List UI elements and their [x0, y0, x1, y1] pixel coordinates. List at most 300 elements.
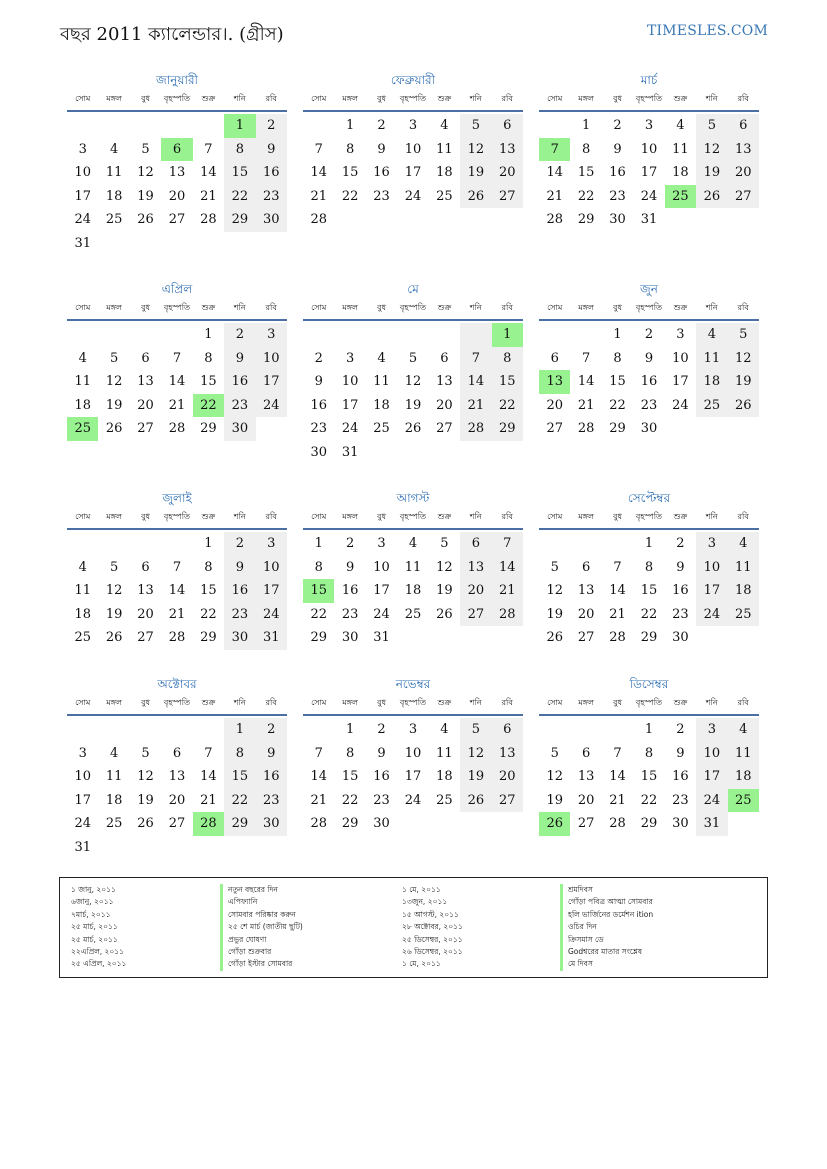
- day-cell[interactable]: 27: [168, 212, 186, 227]
- day-cell[interactable]: 13: [539, 370, 570, 394]
- day-cell[interactable]: 7: [613, 559, 622, 575]
- day-cell[interactable]: 30: [672, 816, 689, 831]
- day-cell[interactable]: 8: [204, 559, 213, 575]
- day-cell[interactable]: 5: [141, 141, 150, 157]
- day-cell[interactable]: 9: [644, 350, 654, 366]
- day-cell[interactable]: 24: [341, 421, 359, 436]
- day-cell[interactable]: 2: [676, 722, 685, 737]
- day-cell[interactable]: 20: [492, 161, 523, 185]
- day-cell[interactable]: 16: [256, 765, 287, 789]
- day-cell[interactable]: 28: [168, 630, 186, 645]
- day-cell[interactable]: 25: [436, 792, 453, 808]
- day-cell[interactable]: 1: [224, 114, 255, 138]
- day-cell[interactable]: 31: [373, 630, 390, 645]
- day-cell[interactable]: 7: [204, 745, 213, 761]
- day-cell[interactable]: 1: [613, 327, 622, 342]
- day-cell[interactable]: 30: [672, 630, 689, 645]
- day-cell[interactable]: 24: [404, 188, 422, 204]
- day-cell[interactable]: 26: [105, 630, 123, 645]
- day-cell[interactable]: 15: [341, 165, 359, 180]
- day-cell[interactable]: 20: [137, 606, 154, 622]
- day-cell[interactable]: 28: [193, 812, 224, 836]
- day-cell[interactable]: 22: [310, 606, 327, 622]
- day-cell[interactable]: 16: [341, 583, 359, 598]
- day-cell[interactable]: 29: [609, 421, 626, 436]
- day-cell[interactable]: 18: [74, 397, 91, 413]
- day-cell[interactable]: 25: [404, 606, 422, 622]
- day-cell[interactable]: 20: [436, 397, 453, 413]
- day-cell[interactable]: 18: [105, 188, 123, 204]
- day-cell[interactable]: 16: [373, 769, 390, 784]
- day-cell[interactable]: 5: [141, 745, 150, 761]
- day-cell[interactable]: 19: [436, 583, 453, 598]
- day-cell[interactable]: 11: [74, 583, 91, 598]
- day-cell[interactable]: 16: [672, 583, 689, 598]
- day-cell[interactable]: 12: [404, 374, 422, 389]
- day-cell[interactable]: 15: [303, 579, 334, 603]
- day-cell[interactable]: 13: [492, 742, 523, 766]
- day-cell[interactable]: 3: [676, 327, 685, 342]
- day-cell[interactable]: 18: [436, 769, 453, 784]
- day-cell[interactable]: 30: [640, 421, 658, 436]
- day-cell[interactable]: 21: [200, 792, 217, 808]
- day-cell[interactable]: 30: [224, 626, 255, 650]
- day-cell[interactable]: 8: [644, 745, 654, 761]
- day-cell[interactable]: 30: [609, 212, 626, 227]
- day-cell[interactable]: 10: [74, 769, 91, 784]
- day-cell[interactable]: 10: [696, 556, 727, 580]
- day-cell[interactable]: 24: [256, 394, 287, 418]
- day-cell[interactable]: 27: [137, 421, 154, 436]
- day-cell[interactable]: 10: [341, 374, 359, 389]
- day-cell[interactable]: 20: [168, 792, 186, 808]
- day-cell[interactable]: 24: [672, 397, 689, 413]
- day-cell[interactable]: 12: [696, 138, 727, 162]
- day-cell[interactable]: 16: [310, 397, 327, 413]
- day-cell[interactable]: 13: [492, 138, 523, 162]
- day-cell[interactable]: 3: [256, 532, 287, 556]
- day-cell[interactable]: 2: [314, 350, 323, 366]
- day-cell[interactable]: 23: [609, 188, 626, 204]
- day-cell[interactable]: 10: [256, 556, 287, 580]
- day-cell[interactable]: 27: [546, 421, 563, 436]
- day-cell[interactable]: 15: [640, 583, 658, 598]
- day-cell[interactable]: 18: [105, 792, 123, 808]
- day-cell[interactable]: 30: [256, 812, 287, 836]
- day-cell[interactable]: 22: [341, 188, 359, 204]
- day-cell[interactable]: 14: [200, 165, 217, 180]
- day-cell[interactable]: 24: [696, 789, 727, 813]
- day-cell[interactable]: 26: [404, 421, 422, 436]
- day-cell[interactable]: 3: [78, 141, 87, 157]
- day-cell[interactable]: 9: [377, 745, 386, 761]
- day-cell[interactable]: 14: [546, 165, 563, 180]
- day-cell[interactable]: 23: [256, 789, 287, 813]
- day-cell[interactable]: 18: [74, 606, 91, 622]
- day-cell[interactable]: 7: [204, 141, 213, 157]
- day-cell[interactable]: 12: [436, 559, 453, 575]
- day-cell[interactable]: 7: [581, 350, 591, 366]
- day-cell[interactable]: 17: [256, 370, 287, 394]
- day-cell[interactable]: 21: [168, 397, 186, 413]
- day-cell[interactable]: 14: [492, 556, 523, 580]
- day-cell[interactable]: 26: [460, 789, 491, 813]
- day-cell[interactable]: 3: [696, 718, 727, 742]
- day-cell[interactable]: 6: [728, 114, 759, 138]
- day-cell[interactable]: 1: [345, 722, 355, 737]
- day-cell[interactable]: 29: [310, 630, 327, 645]
- day-cell[interactable]: 25: [373, 421, 390, 436]
- day-cell[interactable]: 27: [436, 421, 453, 436]
- day-cell[interactable]: 11: [728, 556, 759, 580]
- day-cell[interactable]: 21: [310, 792, 327, 808]
- day-cell[interactable]: 24: [74, 816, 91, 831]
- day-cell[interactable]: 2: [644, 327, 654, 342]
- day-cell[interactable]: 23: [640, 397, 658, 413]
- day-cell[interactable]: 16: [672, 769, 689, 784]
- day-cell[interactable]: 1: [204, 536, 213, 551]
- day-cell[interactable]: 23: [310, 421, 327, 436]
- day-cell[interactable]: 7: [613, 745, 622, 761]
- day-cell[interactable]: 27: [168, 816, 186, 831]
- day-cell[interactable]: 22: [640, 606, 658, 622]
- day-cell[interactable]: 18: [728, 765, 759, 789]
- day-cell[interactable]: 12: [460, 138, 491, 162]
- day-cell[interactable]: 11: [373, 374, 390, 389]
- day-cell[interactable]: 10: [404, 745, 422, 761]
- day-cell[interactable]: 22: [492, 394, 523, 418]
- day-cell[interactable]: 9: [224, 347, 255, 371]
- day-cell[interactable]: 14: [310, 769, 327, 784]
- day-cell[interactable]: 14: [168, 374, 186, 389]
- day-cell[interactable]: 28: [609, 630, 626, 645]
- day-cell[interactable]: 30: [373, 816, 390, 831]
- day-cell[interactable]: 1: [581, 118, 591, 133]
- day-cell[interactable]: 20: [546, 397, 563, 413]
- day-cell[interactable]: 7: [172, 350, 182, 366]
- day-cell[interactable]: 3: [644, 118, 654, 133]
- day-cell[interactable]: 15: [200, 583, 217, 598]
- day-cell[interactable]: 21: [577, 397, 595, 413]
- day-cell[interactable]: 2: [613, 118, 622, 133]
- day-cell[interactable]: 31: [696, 812, 727, 836]
- day-cell[interactable]: 12: [546, 769, 563, 784]
- day-cell[interactable]: 19: [105, 606, 123, 622]
- day-cell[interactable]: 13: [137, 374, 154, 389]
- day-cell[interactable]: 20: [137, 397, 154, 413]
- day-cell[interactable]: 6: [550, 350, 559, 366]
- day-cell[interactable]: 8: [345, 141, 355, 157]
- day-cell[interactable]: 20: [577, 606, 595, 622]
- day-cell[interactable]: 11: [74, 374, 91, 389]
- day-cell[interactable]: 1: [644, 536, 654, 551]
- day-cell[interactable]: 27: [492, 789, 523, 813]
- day-cell[interactable]: 8: [224, 742, 255, 766]
- day-cell[interactable]: 24: [640, 188, 658, 204]
- day-cell[interactable]: 8: [613, 350, 622, 366]
- day-cell[interactable]: 4: [728, 718, 759, 742]
- day-cell[interactable]: 9: [345, 559, 355, 575]
- day-cell[interactable]: 24: [74, 212, 91, 227]
- day-cell[interactable]: 25: [105, 212, 123, 227]
- day-cell[interactable]: 21: [168, 606, 186, 622]
- day-cell[interactable]: 4: [78, 350, 87, 366]
- day-cell[interactable]: 22: [640, 792, 658, 808]
- day-cell[interactable]: 10: [696, 742, 727, 766]
- day-cell[interactable]: 28: [546, 212, 563, 227]
- day-cell[interactable]: 31: [341, 444, 359, 460]
- day-cell[interactable]: 3: [377, 536, 386, 551]
- day-cell[interactable]: 11: [404, 559, 422, 575]
- day-cell[interactable]: 31: [640, 212, 658, 227]
- day-cell[interactable]: 13: [168, 769, 186, 784]
- day-cell[interactable]: 3: [78, 745, 87, 761]
- day-cell[interactable]: 26: [546, 630, 563, 645]
- day-cell[interactable]: 26: [539, 812, 570, 836]
- day-cell[interactable]: 26: [137, 816, 154, 831]
- day-cell[interactable]: 11: [696, 347, 727, 371]
- day-cell[interactable]: 27: [577, 630, 595, 645]
- day-cell[interactable]: 18: [373, 397, 390, 413]
- day-cell[interactable]: 9: [314, 374, 323, 389]
- day-cell[interactable]: 19: [546, 792, 563, 808]
- day-cell[interactable]: 27: [728, 185, 759, 209]
- day-cell[interactable]: 26: [137, 212, 154, 227]
- day-cell[interactable]: 29: [224, 208, 255, 232]
- day-cell[interactable]: 21: [460, 394, 491, 418]
- day-cell[interactable]: 15: [577, 165, 595, 180]
- day-cell[interactable]: 2: [256, 718, 287, 742]
- day-cell[interactable]: 9: [377, 141, 386, 157]
- day-cell[interactable]: 5: [550, 559, 559, 575]
- day-cell[interactable]: 10: [404, 141, 422, 157]
- day-cell[interactable]: 14: [310, 165, 327, 180]
- day-cell[interactable]: 1: [644, 722, 654, 737]
- day-cell[interactable]: 2: [224, 323, 255, 347]
- day-cell[interactable]: 2: [377, 722, 386, 737]
- day-cell[interactable]: 21: [546, 188, 563, 204]
- day-cell[interactable]: 9: [613, 141, 622, 157]
- day-cell[interactable]: 23: [256, 185, 287, 209]
- day-cell[interactable]: 23: [224, 394, 255, 418]
- day-cell[interactable]: 6: [492, 718, 523, 742]
- day-cell[interactable]: 13: [460, 556, 491, 580]
- day-cell[interactable]: 16: [609, 165, 626, 180]
- day-cell[interactable]: 29: [200, 630, 217, 645]
- day-cell[interactable]: 20: [492, 765, 523, 789]
- day-cell[interactable]: 19: [137, 792, 154, 808]
- day-cell[interactable]: 16: [640, 374, 658, 389]
- day-cell[interactable]: 12: [105, 583, 123, 598]
- day-cell[interactable]: 29: [224, 812, 255, 836]
- day-cell[interactable]: 10: [74, 165, 91, 180]
- day-cell[interactable]: 13: [137, 583, 154, 598]
- day-cell[interactable]: 15: [224, 161, 255, 185]
- day-cell[interactable]: 22: [193, 394, 224, 418]
- day-cell[interactable]: 14: [460, 370, 491, 394]
- day-cell[interactable]: 22: [577, 188, 595, 204]
- day-cell[interactable]: 4: [696, 323, 727, 347]
- day-cell[interactable]: 2: [676, 536, 685, 551]
- day-cell[interactable]: 22: [341, 792, 359, 808]
- day-cell[interactable]: 11: [105, 769, 123, 784]
- day-cell[interactable]: 3: [408, 722, 418, 737]
- day-cell[interactable]: 8: [204, 350, 213, 366]
- day-cell[interactable]: 15: [341, 769, 359, 784]
- day-cell[interactable]: 19: [546, 606, 563, 622]
- day-cell[interactable]: 17: [696, 765, 727, 789]
- day-cell[interactable]: 12: [728, 347, 759, 371]
- day-cell[interactable]: 4: [109, 141, 119, 157]
- day-cell[interactable]: 4: [440, 118, 449, 133]
- day-cell[interactable]: 1: [204, 327, 213, 342]
- day-cell[interactable]: 30: [224, 417, 255, 441]
- day-cell[interactable]: 20: [460, 579, 491, 603]
- day-cell[interactable]: 19: [728, 370, 759, 394]
- day-cell[interactable]: 29: [492, 417, 523, 441]
- day-cell[interactable]: 26: [460, 185, 491, 209]
- day-cell[interactable]: 5: [550, 745, 559, 761]
- day-cell[interactable]: 6: [440, 350, 449, 366]
- day-cell[interactable]: 22: [224, 789, 255, 813]
- day-cell[interactable]: 6: [581, 559, 591, 575]
- day-cell[interactable]: 2: [256, 114, 287, 138]
- day-cell[interactable]: 5: [696, 114, 727, 138]
- day-cell[interactable]: 17: [341, 397, 359, 413]
- day-cell[interactable]: 7: [172, 559, 182, 575]
- day-cell[interactable]: 17: [256, 579, 287, 603]
- day-cell[interactable]: 11: [105, 165, 123, 180]
- day-cell[interactable]: 30: [310, 444, 327, 460]
- day-cell[interactable]: 25: [436, 188, 453, 204]
- day-cell[interactable]: 31: [74, 839, 91, 855]
- day-cell[interactable]: 5: [728, 323, 759, 347]
- day-cell[interactable]: 11: [436, 745, 453, 761]
- day-cell[interactable]: 18: [728, 579, 759, 603]
- day-cell[interactable]: 4: [109, 745, 119, 761]
- day-cell[interactable]: 4: [408, 536, 418, 551]
- day-cell[interactable]: 15: [609, 374, 626, 389]
- day-cell[interactable]: 16: [224, 579, 255, 603]
- day-cell[interactable]: 23: [373, 188, 390, 204]
- day-cell[interactable]: 1: [345, 118, 355, 133]
- day-cell[interactable]: 25: [74, 630, 91, 645]
- day-cell[interactable]: 30: [341, 630, 359, 645]
- day-cell[interactable]: 12: [546, 583, 563, 598]
- day-cell[interactable]: 5: [460, 114, 491, 138]
- day-cell[interactable]: 4: [377, 350, 386, 366]
- day-cell[interactable]: 2: [224, 532, 255, 556]
- day-cell[interactable]: 10: [672, 350, 689, 366]
- day-cell[interactable]: 10: [373, 559, 390, 575]
- day-cell[interactable]: 23: [224, 603, 255, 627]
- day-cell[interactable]: 20: [577, 792, 595, 808]
- day-cell[interactable]: 29: [577, 212, 595, 227]
- day-cell[interactable]: 6: [141, 559, 150, 575]
- day-cell[interactable]: 12: [137, 769, 154, 784]
- day-cell[interactable]: 26: [105, 421, 123, 436]
- day-cell[interactable]: 19: [404, 397, 422, 413]
- day-cell[interactable]: 11: [728, 742, 759, 766]
- day-cell[interactable]: 15: [640, 769, 658, 784]
- day-cell[interactable]: 7: [539, 138, 570, 162]
- day-cell[interactable]: 10: [640, 141, 658, 157]
- day-cell[interactable]: 17: [74, 792, 91, 808]
- day-cell[interactable]: 27: [137, 630, 154, 645]
- day-cell[interactable]: 7: [314, 141, 323, 157]
- day-cell[interactable]: 17: [373, 583, 390, 598]
- day-cell[interactable]: 16: [373, 165, 390, 180]
- day-cell[interactable]: 8: [224, 138, 255, 162]
- day-cell[interactable]: 13: [728, 138, 759, 162]
- day-cell[interactable]: 17: [672, 374, 689, 389]
- day-cell[interactable]: 16: [224, 370, 255, 394]
- day-cell[interactable]: 24: [373, 606, 390, 622]
- day-cell[interactable]: 24: [696, 603, 727, 627]
- day-cell[interactable]: 25: [696, 394, 727, 418]
- day-cell[interactable]: 21: [609, 606, 626, 622]
- day-cell[interactable]: 17: [696, 579, 727, 603]
- day-cell[interactable]: 22: [609, 397, 626, 413]
- day-cell[interactable]: 27: [577, 816, 595, 831]
- day-cell[interactable]: 8: [314, 559, 323, 575]
- day-cell[interactable]: 9: [256, 742, 287, 766]
- day-cell[interactable]: 18: [672, 165, 689, 180]
- day-cell[interactable]: 8: [492, 347, 523, 371]
- day-cell[interactable]: 6: [172, 745, 182, 761]
- day-cell[interactable]: 8: [644, 559, 654, 575]
- day-cell[interactable]: 28: [460, 417, 491, 441]
- day-cell[interactable]: 6: [581, 745, 591, 761]
- day-cell[interactable]: 29: [341, 816, 359, 831]
- day-cell[interactable]: 7: [314, 745, 323, 761]
- day-cell[interactable]: 17: [74, 188, 91, 204]
- day-cell[interactable]: 23: [672, 792, 689, 808]
- day-cell[interactable]: 4: [676, 118, 685, 133]
- day-cell[interactable]: 25: [67, 417, 98, 441]
- day-cell[interactable]: 6: [161, 138, 192, 162]
- day-cell[interactable]: 14: [609, 583, 626, 598]
- day-cell[interactable]: 31: [256, 626, 287, 650]
- day-cell[interactable]: 1: [492, 323, 523, 347]
- day-cell[interactable]: 19: [137, 188, 154, 204]
- day-cell[interactable]: 9: [256, 138, 287, 162]
- day-cell[interactable]: 19: [460, 765, 491, 789]
- day-cell[interactable]: 2: [345, 536, 355, 551]
- day-cell[interactable]: 27: [460, 603, 491, 627]
- day-cell[interactable]: 29: [640, 816, 658, 831]
- day-cell[interactable]: 21: [492, 579, 523, 603]
- day-cell[interactable]: 20: [728, 161, 759, 185]
- day-cell[interactable]: 19: [696, 161, 727, 185]
- day-cell[interactable]: 1: [314, 536, 323, 551]
- day-cell[interactable]: 14: [200, 769, 217, 784]
- day-cell[interactable]: 28: [168, 421, 186, 436]
- day-cell[interactable]: 28: [200, 212, 217, 227]
- day-cell[interactable]: 25: [665, 185, 696, 209]
- day-cell[interactable]: 21: [609, 792, 626, 808]
- day-cell[interactable]: 8: [581, 141, 591, 157]
- day-cell[interactable]: 24: [256, 603, 287, 627]
- day-cell[interactable]: 4: [440, 722, 449, 737]
- day-cell[interactable]: 22: [200, 606, 217, 622]
- day-cell[interactable]: 18: [696, 370, 727, 394]
- day-cell[interactable]: 3: [696, 532, 727, 556]
- day-cell[interactable]: 5: [460, 718, 491, 742]
- day-cell[interactable]: 8: [345, 745, 355, 761]
- day-cell[interactable]: 14: [577, 374, 595, 389]
- day-cell[interactable]: 16: [256, 161, 287, 185]
